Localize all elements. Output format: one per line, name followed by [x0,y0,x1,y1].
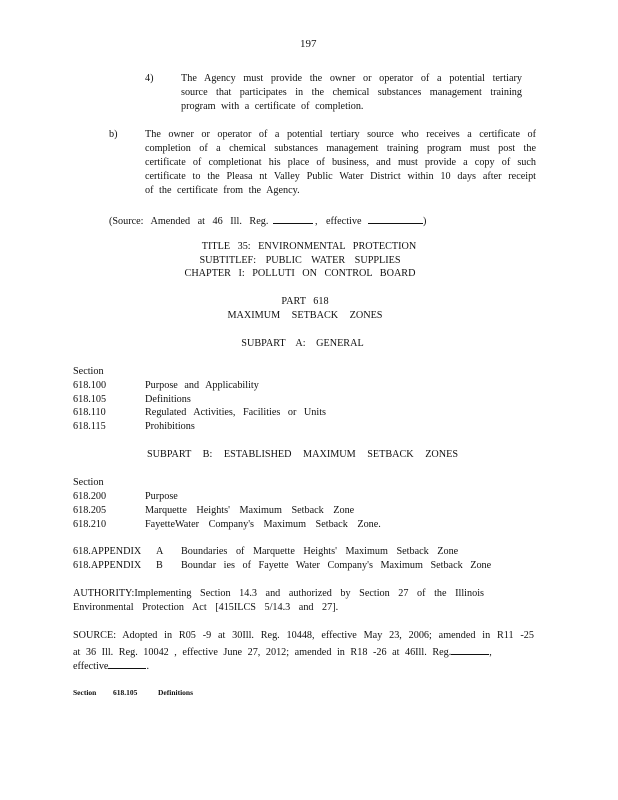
subpart-a-heading: SUBPART A: GENERAL [241,338,364,349]
subpart-b-heading: SUBPART B: ESTABLISHED MAXIMUM SETBACK ZONES [147,449,459,460]
toc-a-number: 618.105 [73,394,107,405]
source-amended-line [109,212,426,229]
item-b-line-3: certificate of completionat his place of business, and must provide a copy of such [145,157,536,168]
item-4-line-3: program with a certificate of completion. [181,101,364,112]
toc-a-title: Definitions [145,394,191,405]
part-name-heading: MAXIMUM SETBACK ZONES [227,310,383,321]
authority-line-2: Environmental Protection Act [415ILCS 5/14.3 and 27]. [73,602,339,613]
toc-a-number: 618.110 [73,407,106,418]
authority-line-1: AUTHORITY:Implementing Section 14.3 and authorized by Section 27 of the Illinois [73,588,484,599]
toc-b-title: FayetteWater Company's Maximum Setback Zone. [145,519,381,530]
register-number-blank [273,212,313,224]
toc-a-section-header: Section [73,366,104,377]
item-b-label: b) [109,129,118,140]
register-number-blank [451,643,489,655]
appendix-title: Boundaries of Marquette Heights' Maximum Setback Zone [181,546,459,557]
toc-a-title: Purpose and Applicability [145,380,259,391]
section-number: 618.105 [113,688,138,697]
subtitle-heading: SUBTITLEF: PUBLIC WATER SUPPLIES [199,255,401,266]
toc-b-number: 618.205 [73,505,107,516]
title-heading: TITLE 35: ENVIRONMENTAL PROTECTION [201,241,417,252]
source-amended-prefix: (Source: Amended at 46 Ill. Reg. [109,216,269,227]
effective-date-blank [368,212,423,224]
appendix-letter: B [156,560,163,571]
item-b-line-5: of the certificate from the Agency. [145,185,300,196]
part-heading: PART 618 [281,296,329,307]
appendix-number: 618.APPENDIX [73,546,142,557]
source-line-1: SOURCE: Adopted in R05 -9 at 30Ill. Reg. 10448, effective May 23, 2006; amended in R11 -25 [73,630,534,641]
source-line-3-suffix: . [146,661,149,672]
item-b-line-4: certificate to the Pleasa nt Valley Public Water District within 10 days after receipt [145,171,536,182]
toc-a-number: 618.115 [73,421,106,432]
appendix-letter: A [156,546,164,557]
item-b-line-2: completion of a chemical substances management training program must post the [145,143,536,154]
source-line-3-prefix: effective [73,661,109,672]
toc-a-title: Prohibitions [145,421,195,432]
page-number: 197 [300,38,317,50]
toc-a-number: 618.100 [73,380,107,391]
chapter-heading: CHAPTER I: POLLUTI ON CONTROL BOARD [184,268,416,279]
source-amended-suffix: ) [423,216,427,227]
source-line-3 [73,657,149,674]
toc-b-title: Marquette Heights' Maximum Setback Zone [145,505,355,516]
source-line-2-prefix: at 36 Ill. Reg. 10042 , effective June 27, 2012; amended in R18 -26 at 46Ill. Reg. [73,647,452,658]
item-4-line-1: The Agency must provide the owner or operator of a potential tertiary [181,73,522,84]
toc-b-number: 618.210 [73,519,107,530]
toc-b-section-header: Section [73,477,104,488]
source-amended-mid: , effective [314,216,362,227]
item-4-label: 4) [145,73,154,84]
section-label: Section [73,688,97,697]
section-title: Definitions [158,688,194,697]
source-line-2-suffix: , [489,647,492,658]
toc-b-number: 618.200 [73,491,107,502]
toc-b-title: Purpose [145,491,178,502]
appendix-number: 618.APPENDIX [73,560,142,571]
toc-a-title: Regulated Activities, Facilities or Units [145,407,326,418]
item-4-line-2: source that participates in the chemical substances management training [181,87,522,98]
effective-date-blank [108,657,146,669]
appendix-title: Boundar ies of Fayette Water Company's Maximum Setback Zone [181,560,492,571]
item-b-line-1: The owner or operator of a potential tertiary source who receives a certificate of [145,129,536,140]
